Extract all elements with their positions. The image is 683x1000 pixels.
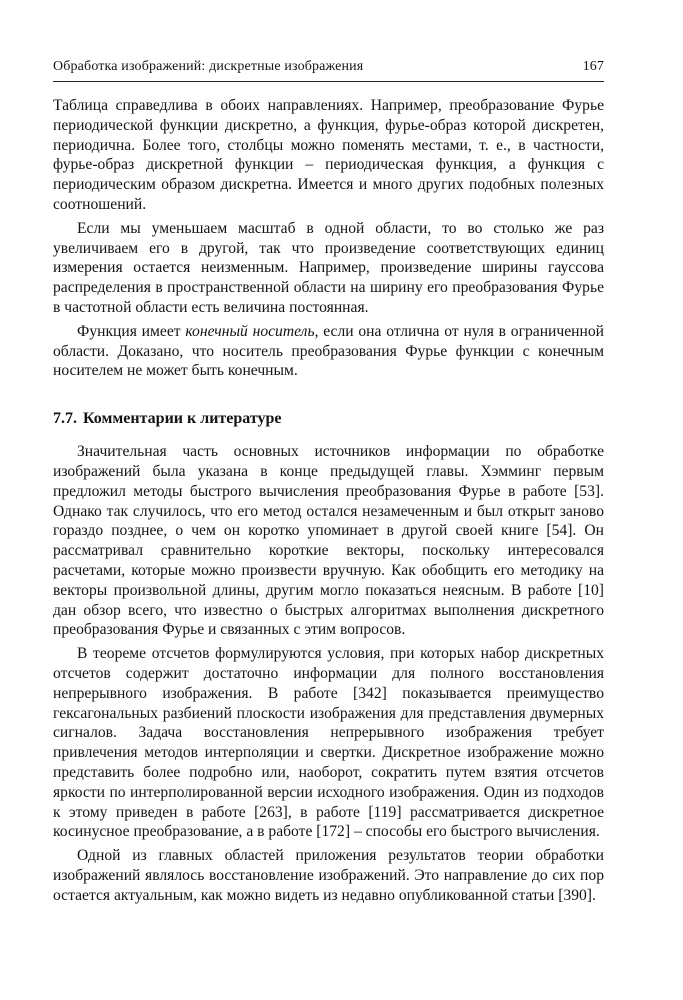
running-header [53, 58, 604, 82]
term-finite-support: конечный носитель [185, 322, 315, 340]
paragraph-image-restoration: Одной из главных областей приложения результатов теории обработки изображений являлось восстановление изображений. Это направление до сих пор остается актуальным, как можно видеть из недавно опубликованной статьи [390]. [53, 847, 604, 904]
section-heading [53, 409, 604, 429]
section-title: Комментарии к литературе [83, 410, 282, 428]
paragraph-finite-support-start: Функция имеет [77, 322, 186, 340]
page-number: 167 [582, 59, 604, 74]
running-title: Обработка изображений: дискретные изображения [53, 59, 364, 74]
paragraph-finite-support [53, 322, 604, 381]
paragraph-table-symmetry: Таблица справедлива в обоих направлениях. Например, преобразование Фурье периодической функции дискретно, а функция, фурье-образ которой дискретен, периодична. Более того, столбцы можно поменять местами, т. е., в частности, фурье-образ дискретной функции – периодическая функция, а функция с периодическим образом дискретна. Имеется и много других подобных полезных соотношений. [53, 97, 604, 213]
paragraph-scale: Если мы уменьшаем масштаб в одной области, то во столько же раз увеличиваем его в другой, так что произведение соответствующих единиц измерения остается неизменным. Например, произведение ширины гауссова распределения в пространственной области на ширину его преобразования Фурье в частотной области есть величина постоянная. [53, 219, 604, 316]
body-text [53, 96, 604, 905]
section-number: 7.7. [53, 410, 77, 428]
paragraph-finite-support-end: , если она отлична от нуля в ограниченной области. Доказано, что носитель преобразования Фурье функции с конечным носителем не может быть конечным. [53, 322, 604, 380]
book-page [53, 58, 604, 909]
paragraph-sampling-theorem: В теореме отсчетов формулируются условия, при которых набор дискретных отсчетов содержит достаточно информации для полного восстановления непрерывного изображения. В работе [342] показывается преимущество гексагональных разбиений плоскости изображения для представления двумерных сигналов. Задача восстановления непрерывного изображения требует привлечения методов интерполяции и свертки. Дискретное изображение можно представить более подробно или, наоборот, сократить путем взятия отсчетов яркости по интерполированной версии исходного изображения. Один из подходов к этому приведен в работе [263], в работе [119] рассматривается дискретное косинусное преобразование, а в работе [172] – способы его быстрого вычисления. [53, 645, 604, 841]
paragraph-literature-sources: Значительная часть основных источников информации по обработке изображений была указана в конце предыдущей главы. Хэмминг первым предложил методы быстрого вычисления преобразования Фурье в работе [53]. Однако так случилось, что его метод остался незамеченным и был открыт заново гораздо позднее, о чем он коротко упоминает в другой своей книге [54]. Он рассматривал сравнительно короткие векторы, поскольку интересовался расчетами, которые можно произвести вручную. Как обобщить его методику на векторы произвольной длины, другим могло показаться неясным. В работе [10] дан обзор всего, что известно о быстрых алгоритмах выполнения дискретного преобразования Фурье и связанных с этим вопросов. [53, 443, 604, 639]
